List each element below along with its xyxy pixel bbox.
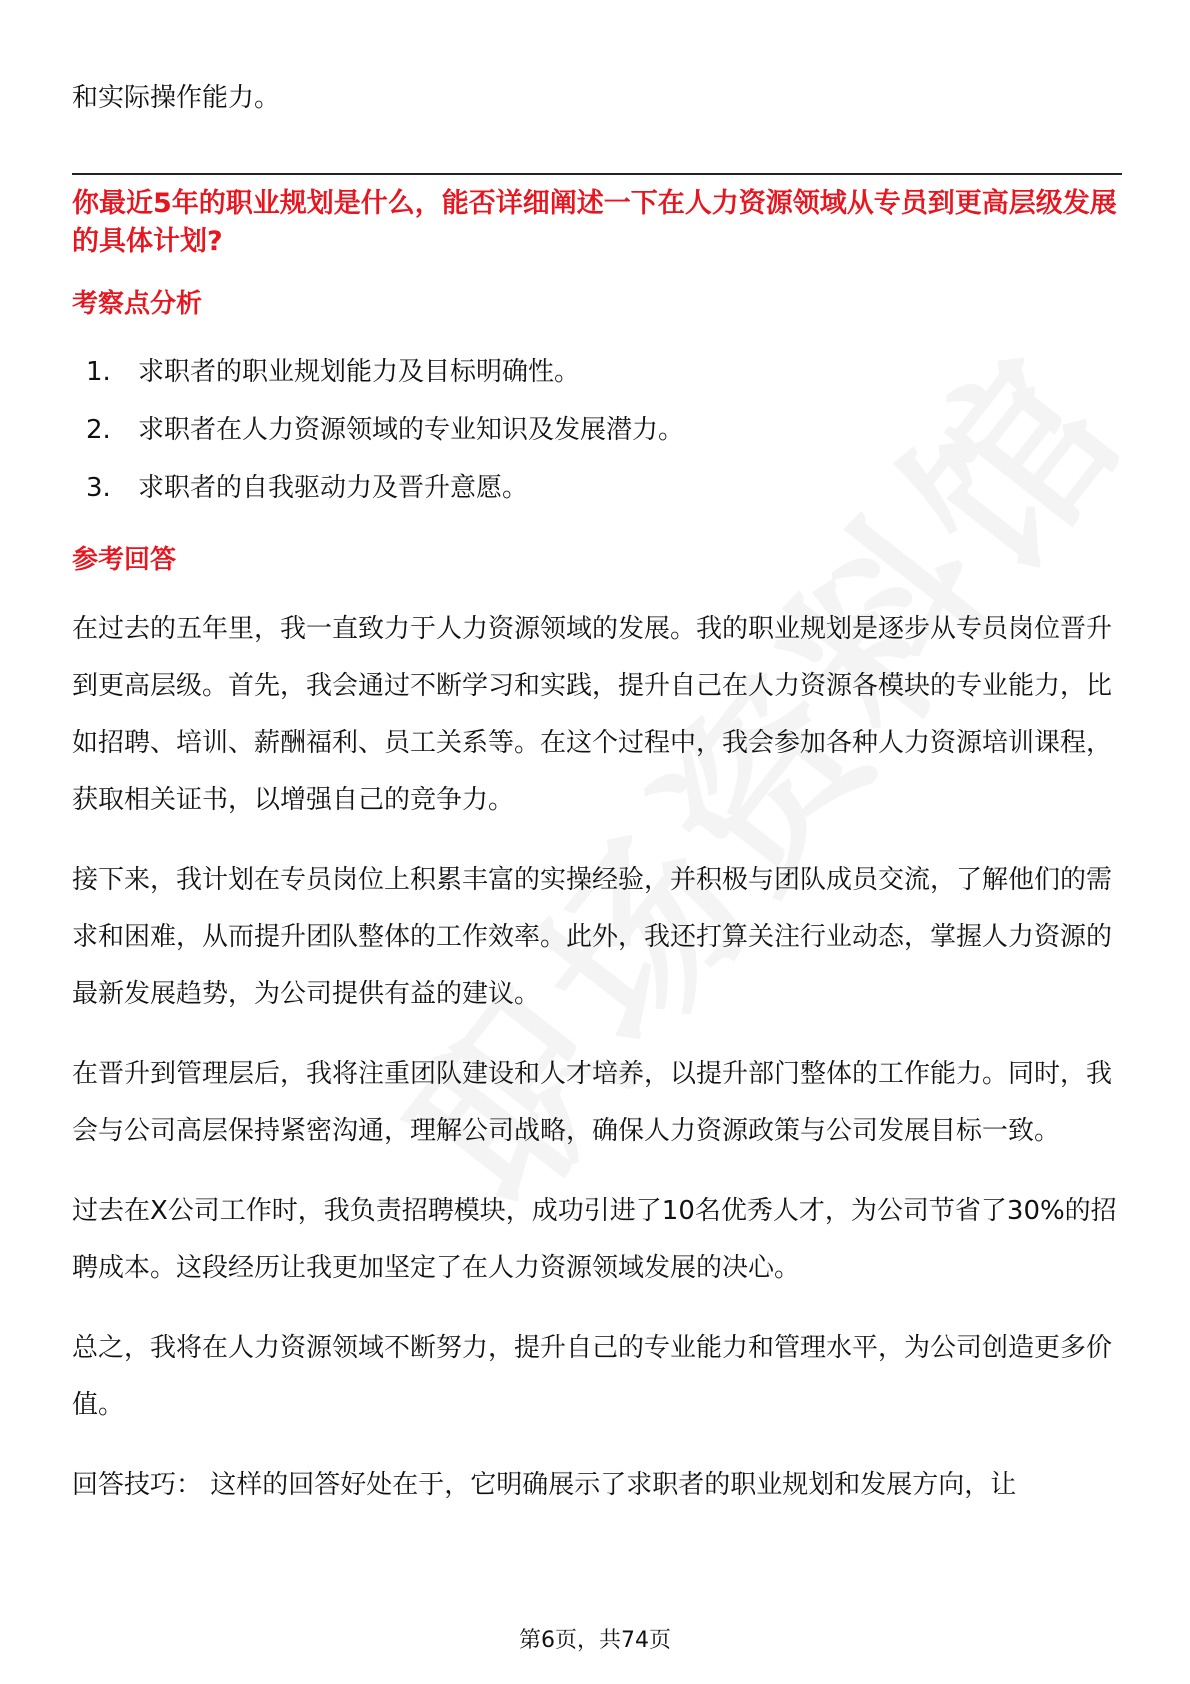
answer-paragraph: 过去在X公司工作时，我负责招聘模块，成功引进了10名优秀人才，为公司节省了30%的招聘成本。这段经历让我更加坚定了在人力资源领域发展的决心。 — [72, 1196, 1117, 1283]
document-body — [72, 70, 1122, 1513]
list-number: 2. — [86, 415, 111, 445]
list-item — [72, 459, 1122, 517]
interview-question: 你最近5年的职业规划是什么，能否详细阐述一下在人力资源领域从专员到更高层级发展的具体计划? — [72, 188, 1117, 257]
answer-paragraph: 在过去的五年里，我一直致力于人力资源领域的发展。我的职业规划是逐步从专员岗位晋升到更高层级。首先，我会通过不断学习和实践，提升自己在人力资源各模块的专业能力，比如招聘、培训、薪酬福利、员工关系等。在这个过程中，我会参加各种人力资源培训课程，获取相关证书，以增强自己的竞争力。 — [72, 614, 1113, 815]
analysis-list — [72, 343, 1122, 517]
answer-title: 参考回答 — [72, 545, 177, 575]
page-number: 第6页，共74页 — [519, 1628, 671, 1653]
answer-paragraph: 在晋升到管理层后，我将注重团队建设和人才培养，以提升部门整体的工作能力。同时，我会与公司高层保持紧密沟通，理解公司战略，确保人力资源政策与公司发展目标一致。 — [72, 1059, 1113, 1146]
list-text: 求职者在人力资源领域的专业知识及发展潜力。 — [138, 415, 685, 445]
list-number: 1. — [86, 357, 111, 387]
list-number: 3. — [86, 473, 111, 503]
list-text: 求职者的职业规划能力及目标明确性。 — [138, 357, 581, 387]
answer-paragraph: 总之，我将在人力资源领域不断努力，提升自己的专业能力和管理水平，为公司创造更多价值。 — [72, 1333, 1113, 1420]
analysis-title: 考察点分析 — [72, 289, 203, 319]
list-text: 求职者的自我驱动力及晋升意愿。 — [138, 473, 529, 503]
answer-paragraph: 接下来，我计划在专员岗位上积累丰富的实操经验，并积极与团队成员交流，了解他们的需求和困难，从而提升团队整体的工作效率。此外，我还打算关注行业动态，掌握人力资源的最新发展趋势，为公司提供有益的建议。 — [72, 865, 1113, 1009]
list-item — [72, 343, 1122, 401]
answer-tips: 回答技巧： 这样的回答好处在于，它明确展示了求职者的职业规划和发展方向，让 — [72, 1470, 1017, 1500]
top-fragment: 和实际操作能力。 — [72, 83, 281, 113]
section-divider — [72, 173, 1122, 175]
list-item — [72, 401, 1122, 459]
